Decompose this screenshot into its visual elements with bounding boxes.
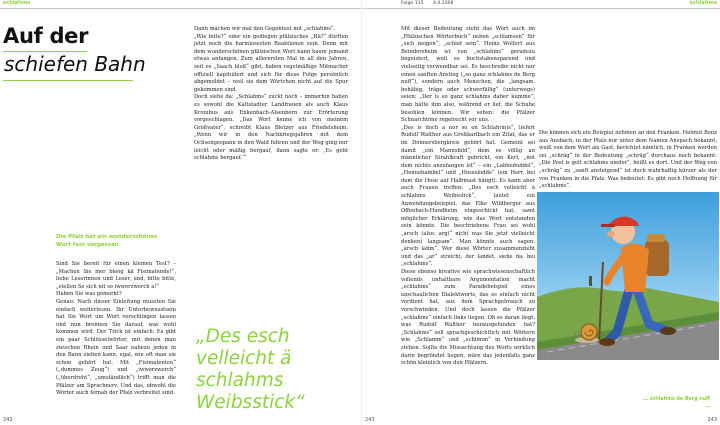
issue-number: Folge 115 bbox=[401, 1, 424, 6]
paragraph: Genau: Nach dieser Einleitung mussten Sie einfach weiterlesen. Ihr Unterbewusstsein hat Sie Wort um Wort verschlingen lassen und nun brennen Sie darauf, was wohl kommen wird. Der Trick ist einfach: Es gibt ein paar Schlüsselwörter, mit denen man zwischen Rhein und Saar nahezu jeden in den Bann ziehen kann, egal, wie oft man sie schon gehört hat. Mit „Fisimatenten“ („dummes Zeug“) und „iwwerzwerch“ („überdreht“, „umständlich“) trifft man die Pfälzer am Sprachnerv. Und das, obwohl die Wörter auch fernab der Pfalz verbreitet sind. bbox=[56, 298, 176, 397]
article-column-3 bbox=[401, 26, 535, 368]
paragraph: Haben Sie was gemerkt? bbox=[56, 291, 122, 298]
right-section-tag: schlahms bbox=[689, 0, 717, 6]
paragraph: „Wie bitte?“ oder ein gediegen pfälzisches „Hä?“ dürften jetzt noch die harmlosesten Reaktionen sein. Denn mit dem wunderschönen pfälzischen Wort kann kaum jemand etwas anfangen. Zum allerersten Mal in all den Jahren, seit es „Saach bloß“ gibt, haben regelmäßige Mitmacher offiziell kapituliert und sich für diese Folge persönlich abgemeldet – weil sie dem Wörtchen nicht auf die Spur gekommen sind. bbox=[194, 33, 348, 93]
hiker-nose bbox=[607, 231, 615, 237]
paragraph: Mit dieser Bedeutung steht das Wort auch im „Pfälzischen Wörterbuch“ neben „schlamsen“ für „sich neigen“, „schief sein“. Heinz Wolfert aus Beindersheim ist von „schlahms“ geradezu begeistert, weil es buchstabensparend und vielseitig verwendbar sei. Es beschreibe nicht nur einen sanften Anstieg („so ganz schlahms de Berg nuff“), sondern auch Menschen, die „langsam, behäbig, träge oder schwerfällig“ (unterwegs) seien: „Der is so ganz schlahms daher kumme“, man hätte ihm also, während er lief, die Schuhe besohlen können. Wir sehen: die Pfälzer Schnarchtöne regelrecht vor uns. bbox=[401, 26, 535, 124]
paragraph: Diese ebenso kreative wie sprachwissenschaftlich vollends unhaltbare Argumentation macht „schlahms“ zum Paradebeispiel eines anschaulichen Dialektworts, das es einfach nicht verdient hat, aus dem Sprachgebrauch zu verschwinden. Und doch lassen die Pfälzer „schlahms“ einfach links liegen. Ob es daran liegt, was Rudolf Walther herausgefunden hat? „Schlahms“ soll sprachgeschichtlich mit Wörtern wie „Schlamm“ und „schlimm“ in Verbindung stehen. Sollte die Missachtung des Worts wirklich darin begründet liegen, wäre das jedenfalls ganz schön kleinlich von den Pfälzern. bbox=[401, 269, 535, 367]
article-column-1 bbox=[56, 261, 176, 398]
paragraph: Dann machen wir mal den Gegentest mit „schlahms“. bbox=[194, 26, 336, 32]
pull-quote: „Des esch velleicht ä schlahms Weibsstick“ bbox=[196, 326, 305, 413]
right-outer-page-number: 243 bbox=[707, 417, 717, 423]
left-section-tag: schlahms bbox=[3, 0, 31, 6]
article-column-2 bbox=[194, 26, 348, 163]
tower bbox=[589, 276, 592, 286]
headline-line-1: Auf der bbox=[3, 24, 89, 48]
paragraph: „Des is doch a nor so en Schlah(m)s“, liefert Rudolf Walther aus Großkarlbach ein Zitat, das er im Donnersbergkreis gehört hat. Gemeint sei damit „ein Mannsbild“, dem es völlig an männlicher Strahlkraft gebricht, ein Kerl, „mit dem nichts anzufangen ist“ – ein „Labbeduddel“, „Hennebambel“ und „Hosselodde“ (ein Herr, bei dem die Hose auf Halbmast hängt). Es kann aber auch Frauen treffen: „Des esch velleicht ä schlahms Weibsstick“, lautet ein Anwendungsbeispiel, das Elke Wildberger aus Offenbach-Hundheim eingeschickt hat, samt möglicher Erklärung, wie das Wort entstanden sein könnte. Die beschriebene Frau sei wohl „arsch (also: arg)“ nicht was Sie jetzt vielleicht denken) langsam“. Man könnte auch sagen: „arsch lahm“. Wer diese Wörter zusammenzieht und das „ar“ streicht, der landet, siehe da, bei „schlahms“. bbox=[401, 124, 535, 268]
left-running-header bbox=[0, 0, 361, 9]
issue-date: 4.4.2008 bbox=[433, 1, 454, 6]
paragraph: Die können sich ein Beispiel nehmen an den Franken. Helmut Renz aus Ansbach, in der Pfalz nur unter dem Namen Anspach bekannt, weiß von dem Wort als Gast, berichtet nämlich, in Franken werden sei „schräg“ in der Bedeutung „schräg“ durchaus noch bekannt: „Die Post is gelt schlahms nieder“, heißt es dort. Und der Weg von „schräg“ zu „sanft ansteigend“ ist doch wahrhaftig kürzer als der von Franken in die Pfalz. Was bedeutet: Es gibt noch Hoffnung für „schlahms“. bbox=[539, 130, 717, 190]
right-page-number: 243 bbox=[365, 417, 375, 423]
article-column-4 bbox=[539, 130, 717, 191]
hiker-illustration bbox=[537, 192, 719, 360]
backpack bbox=[645, 240, 669, 276]
hiker-boot bbox=[599, 338, 615, 346]
hiker-boot bbox=[660, 327, 676, 335]
paragraph: Doch siehe da: „Schlahms“ zuckt noch – immerhin haben es sowohl die Kaltstadter Landfrauen als auch Klaus Kronibus aus Enkenbach-Alsenborn zur Erörterung vorgeschlagen. „Das Wort kenne ich von meinem Großvater“, schreibt Klaus Bletzer aus Friedelsheim. „Wenn wir in den Nachkriegsjahren mit dem Ochsengespann in den Wald fuhren und der Weg ging nur leicht oder mäßig bergauf, dann sagte er: ‚Es geht schlahms bergauf.‘“ bbox=[194, 94, 348, 162]
title-rule-bottom bbox=[3, 80, 133, 81]
bedroll bbox=[647, 234, 665, 242]
right-running-header bbox=[362, 0, 720, 9]
illustration-caption: … schlahms de Berg nuff … bbox=[643, 397, 710, 409]
headline-line-2: schiefen Bahn bbox=[4, 52, 146, 76]
paragraph: Sind Sie bereit für einen kleinen Test? – „Machen Sie mer bloog kä Fisimatende!“, liebe Leserinnen und Leser, und, bitte bitte, „stellen Se sich nit so iwwerzwerch a!“ bbox=[56, 261, 176, 290]
article-lead: Die Pfalz hat ein wunderschönes Wort fast vergessen bbox=[56, 234, 158, 248]
cap-brim bbox=[601, 224, 615, 227]
left-page-number: 242 bbox=[3, 417, 13, 423]
